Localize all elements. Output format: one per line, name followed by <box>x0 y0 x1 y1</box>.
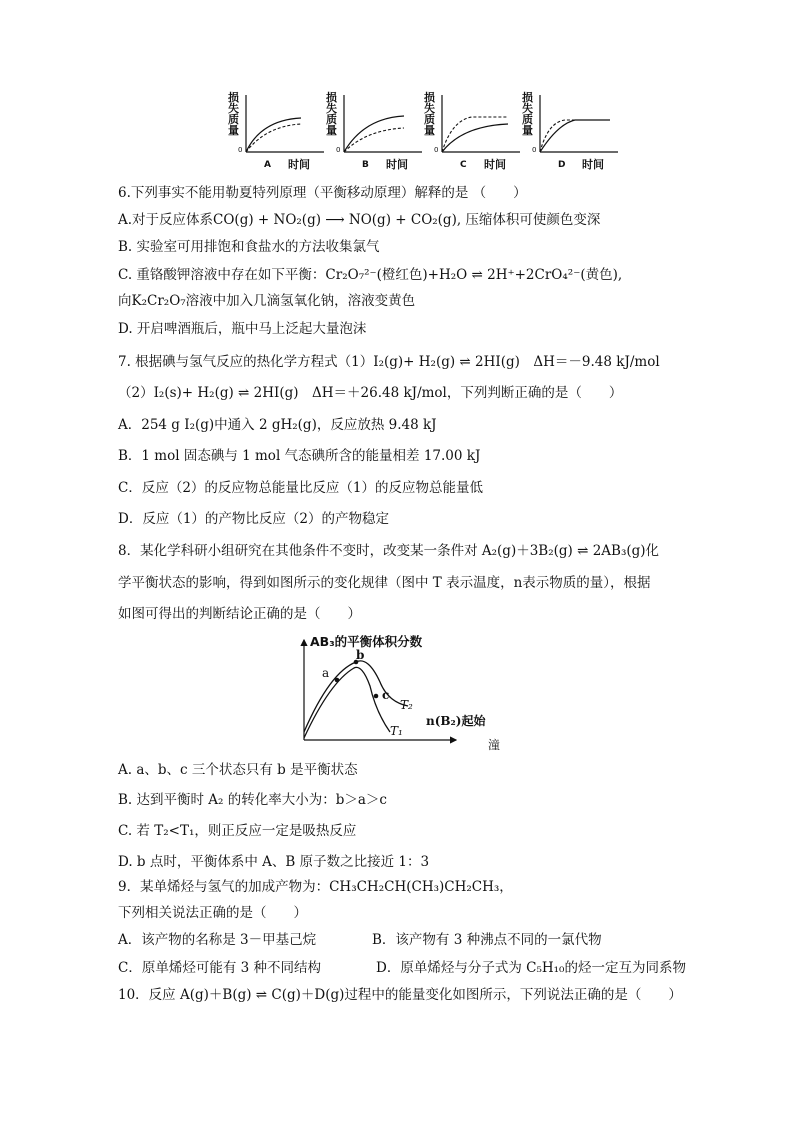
graph-b <box>324 90 424 172</box>
q6-option-c-line1: C. 重铬酸钾溶液中存在如下平衡：Cr₂O₇²⁻(橙红色)+H₂O ⇌ 2H⁺+2CrO₄²⁻(黄色), <box>118 267 623 283</box>
graph-caption: A <box>264 160 271 170</box>
q6-stem: 6.下列事实不能用勒夏特列原理（平衡移动原理）解释的是 （ ） <box>118 185 527 201</box>
q10-stem: 10．反应 A(g)＋B(g) ⇌ C(g)＋D(g)过程中的能量变化如图所示，下列说法正确的是（ ） <box>118 987 682 1003</box>
q8-figure-title: AB₃的平衡体积分数 <box>310 634 423 649</box>
graph-d <box>520 90 620 172</box>
q8-option-a: A. a、b、c 三个状态只有 b 是平衡状态 <box>118 762 358 778</box>
q7-option-b: B．1 mol 固态碘与 1 mol 气态碘所含的能量相差 17.00 kJ <box>118 448 481 464</box>
q7-stem-line1: 7. 根据碘与氢气反应的热化学方程式（1）I₂(g)+ H₂(g) ⇌ 2HI(g) ΔH＝－9.48 kJ/mol <box>118 354 660 370</box>
graph-a <box>226 90 326 172</box>
graph-ylabel: 损失质量 <box>228 91 239 137</box>
q8-curve-t1: T₁ <box>390 724 403 738</box>
q8-stem-line1: 8．某化学科研小组研究在其他条件不变时，改变某一条件对 A₂(g)＋3B₂(g) ⇌ 2AB₃(g)化 <box>118 543 660 559</box>
graph-xlabel: 时间 <box>386 158 408 171</box>
q7-option-c: C．反应（2）的反应物总能量比反应（1）的反应物总能量低 <box>118 480 484 496</box>
q6-option-b: B. 实验室可用排饱和食盐水的方法收集氯气 <box>118 239 380 255</box>
graph-xlabel: 时间 <box>484 158 506 171</box>
graph-b-plot <box>324 90 424 172</box>
graph-origin: 0 <box>336 146 341 154</box>
q8-point-b: b <box>356 648 365 662</box>
q8-option-c: C. 若 T₂<T₁，则正反应一定是吸热反应 <box>118 823 357 839</box>
q9-option-a: A．该产物的名称是 3－甲基己烷 <box>118 932 317 948</box>
q8-option-b: B. 达到平衡时 A₂ 的转化率大小为：b＞a＞c <box>118 792 387 808</box>
q8-stem-line3: 如图可得出的判断结论正确的是（ ） <box>118 606 361 622</box>
q7-option-d: D．反应（1）的产物比反应（2）的产物稳定 <box>118 511 390 527</box>
q6-option-d: D. 开启啤酒瓶后，瓶中马上泛起大量泡沫 <box>118 321 367 337</box>
q9-stem-line1: 9．某单烯烃与氢气的加成产物为：CH₃CH₂CH(CH₃)CH₂CH₃， <box>118 879 513 895</box>
graph-ylabel: 损失质量 <box>424 91 435 137</box>
graph-ylabel: 损失质量 <box>522 91 533 137</box>
graph-a-plot <box>226 90 326 172</box>
q8-point-a: a <box>322 666 330 680</box>
graph-caption: B <box>362 160 369 170</box>
q8-curve-t2: T₂ <box>400 698 413 712</box>
graph-origin: 0 <box>434 146 439 154</box>
graph-ylabel: 损失质量 <box>326 91 337 137</box>
graph-c-plot <box>422 90 522 172</box>
q9-option-b: B．该产物有 3 种沸点不同的一氯代物 <box>372 932 602 948</box>
q9-option-d: D．原单烯烃与分子式为 C₅H₁₀的烃一定互为同系物 <box>376 960 686 976</box>
q7-stem-line2: （2）I₂(s)+ H₂(g) ⇌ 2HI(g) ΔH＝＋26.48 kJ/mol，下列判断正确的是（ ） <box>118 385 623 401</box>
q9-stem-line2: 下列相关说法正确的是（ ） <box>118 905 307 921</box>
graph-caption: D <box>558 160 566 170</box>
q6-option-a: A.对于反应体系CO(g) + NO₂(g) ⟶ NO(g) + CO₂(g), 压缩体积可使颜色变深 <box>118 212 601 228</box>
q8-figure <box>290 632 520 754</box>
q8-figure-plot <box>290 632 520 754</box>
graph-caption: C <box>460 160 467 170</box>
graph-xlabel: 时间 <box>582 158 604 171</box>
graph-origin: 0 <box>238 146 243 154</box>
graph-xlabel: 时间 <box>288 158 310 171</box>
q6-option-c-line2: 向K₂Cr₂O₇溶液中加入几滴氢氧化钠，溶液变黄色 <box>118 293 416 309</box>
mass-loss-graphs <box>226 90 646 172</box>
q8-stray-mark: 潼 <box>488 738 501 752</box>
graph-c <box>422 90 522 172</box>
q7-option-a: A．254 g I₂(g)中通入 2 gH₂(g)，反应放热 9.48 kJ <box>118 417 437 433</box>
q9-option-c: C．原单烯烃可能有 3 种不同结构 <box>118 960 322 976</box>
graph-origin: 0 <box>532 146 537 154</box>
q8-option-d: D. b 点时，平衡体系中 A、B 原子数之比接近 1：3 <box>118 854 430 870</box>
graph-d-plot <box>520 90 620 172</box>
q8-stem-line2: 学平衡状态的影响，得到如图所示的变化规律（图中 T 表示温度，n表示物质的量），根据 <box>118 575 651 591</box>
q8-point-c: c <box>382 688 390 702</box>
q8-xaxis-label: n(B₂)起始 <box>426 714 486 728</box>
